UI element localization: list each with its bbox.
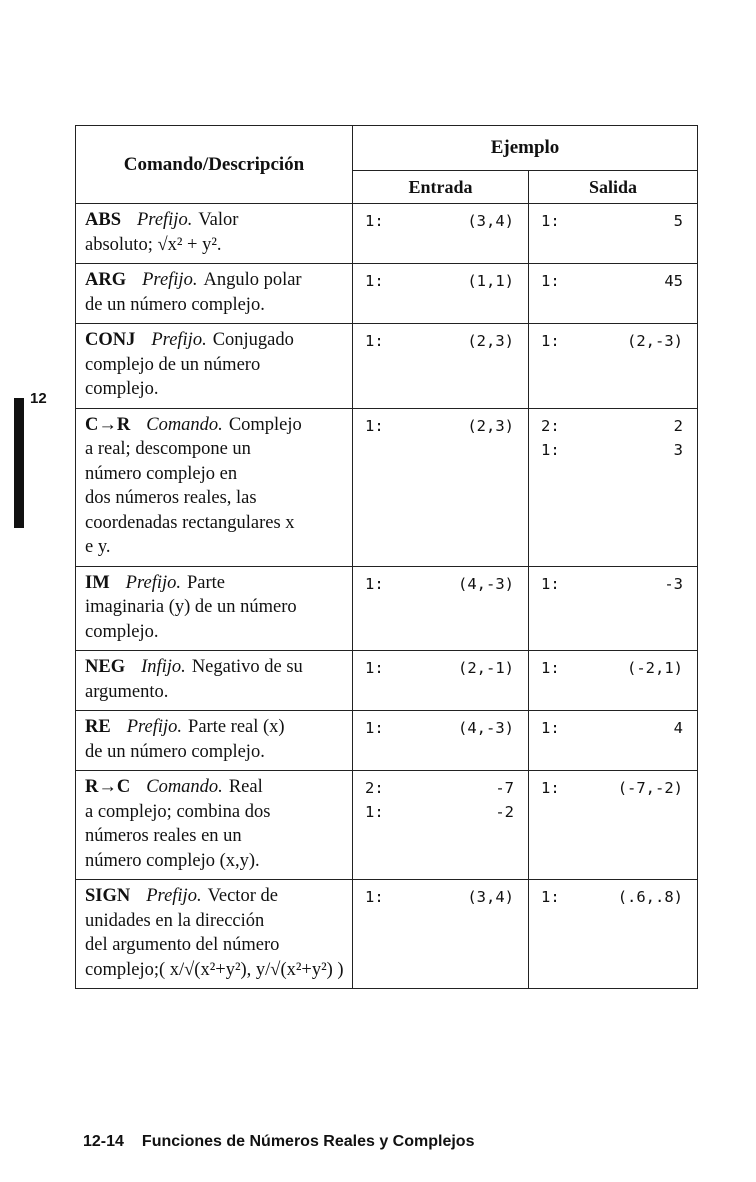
table-row <box>76 408 698 566</box>
command-name: NEG <box>85 657 126 677</box>
chapter-tab-bar <box>14 398 24 528</box>
table-row <box>76 880 698 989</box>
entrada-cell <box>353 324 529 409</box>
page-footer <box>83 1133 474 1151</box>
description-line: Parte <box>187 572 226 593</box>
stack-line <box>541 572 683 596</box>
header-ejemplo: Ejemplo <box>353 126 698 171</box>
command-name: R→C <box>85 777 131 797</box>
salida-cell <box>529 651 698 711</box>
description-line: e y. <box>85 537 111 557</box>
description-line: a real; descompone un <box>85 439 251 459</box>
entrada-cell <box>353 566 529 651</box>
stack-line <box>541 414 683 438</box>
stack-value: 2 <box>673 416 684 435</box>
stack-line <box>365 800 514 824</box>
command-name: IM <box>85 572 110 593</box>
stack-value: (-2,1) <box>627 659 684 677</box>
command-description <box>76 566 353 651</box>
command-kind: Prefijo. <box>151 330 207 350</box>
description-line: coordenadas rectangulares x <box>85 512 295 533</box>
stack-level: 1: <box>541 332 560 350</box>
stack-value: (1,1) <box>467 272 514 290</box>
description-line: complejo. <box>85 621 159 642</box>
stack-level: 1: <box>365 888 384 906</box>
entrada-cell <box>353 880 529 989</box>
stack-level: 1: <box>365 332 384 350</box>
stack-level: 1: <box>541 888 560 906</box>
entrada-cell <box>353 204 529 264</box>
stack-line <box>365 269 514 293</box>
stack-line <box>365 885 514 909</box>
stack-level: 1: <box>365 574 384 593</box>
stack-level: 1: <box>365 803 384 821</box>
command-description <box>76 771 353 880</box>
stack-line <box>365 209 514 233</box>
stack-level: 1: <box>541 272 560 290</box>
stack-line <box>541 209 683 233</box>
command-kind: Infijo. <box>141 657 186 677</box>
description-line: complejo;( x/√(x²+y²), y/√(x²+y²) ) <box>85 959 344 980</box>
stack-value: -7 <box>495 779 514 797</box>
description-line: número complejo en <box>85 463 238 484</box>
table-row <box>76 204 698 264</box>
command-name: ABS <box>85 210 121 230</box>
footer-title: Funciones de Números Reales y Complejos <box>141 1133 475 1150</box>
stack-value: (4,-3) <box>458 574 514 593</box>
command-kind: Comando. <box>146 414 223 435</box>
salida-cell <box>529 771 698 880</box>
stack-level: 2: <box>541 416 560 435</box>
chapter-number: 12 <box>30 390 47 407</box>
command-description <box>76 264 353 324</box>
table-row <box>76 566 698 651</box>
stack-line <box>541 269 683 293</box>
description-line: absoluto; √x² + y². <box>85 234 222 255</box>
stack-line <box>541 438 683 462</box>
stack-level: 1: <box>541 779 560 797</box>
description-line: Negativo de su <box>191 657 303 677</box>
command-kind: Prefijo. <box>142 270 198 290</box>
stack-value: 4 <box>673 719 684 737</box>
entrada-cell <box>353 264 529 324</box>
stack-level: 1: <box>365 659 384 677</box>
description-line: Parte real (x) <box>188 717 285 737</box>
stack-value: -3 <box>664 574 684 593</box>
stack-value: 5 <box>673 212 684 230</box>
stack-value: (2,3) <box>467 332 514 350</box>
description-line: Valor <box>198 210 239 230</box>
stack-value: (2,-3) <box>627 332 684 350</box>
stack-value: 45 <box>664 272 684 290</box>
stack-value: (3,4) <box>467 888 514 906</box>
stack-line <box>365 414 514 438</box>
stack-line <box>541 329 683 353</box>
stack-level: 2: <box>365 779 384 797</box>
command-name: ARG <box>85 270 127 290</box>
stack-value: (2,3) <box>467 416 514 435</box>
table-row <box>76 711 698 771</box>
description-line: Angulo polar <box>203 270 302 290</box>
stack-value: (-7,-2) <box>617 779 684 797</box>
entrada-cell <box>353 711 529 771</box>
command-name: CONJ <box>85 330 136 350</box>
command-description <box>76 880 353 989</box>
command-description <box>76 324 353 409</box>
header-descripcion: Comando/Descripción <box>76 126 353 204</box>
entrada-cell <box>353 771 529 880</box>
command-description <box>76 408 353 566</box>
description-line: dos números reales, las <box>85 488 257 508</box>
table-row <box>76 324 698 409</box>
description-line: complejo de un número <box>85 354 261 375</box>
table-row <box>76 651 698 711</box>
stack-line <box>365 776 514 800</box>
footer-page-number: 12-14 <box>83 1133 124 1150</box>
table-row <box>76 771 698 880</box>
salida-cell <box>529 880 698 989</box>
command-kind: Prefijo. <box>137 210 193 230</box>
command-kind: Prefijo. <box>125 572 181 593</box>
command-description <box>76 711 353 771</box>
salida-cell <box>529 204 698 264</box>
stack-level: 1: <box>541 574 560 593</box>
stack-level: 1: <box>365 272 384 290</box>
description-line: números reales en un <box>85 826 242 846</box>
stack-value: (2,-1) <box>458 659 514 677</box>
table-body <box>76 204 698 989</box>
salida-cell <box>529 324 698 409</box>
description-line: imaginaria (y) de un número <box>85 597 297 617</box>
description-line: Vector de <box>207 886 278 906</box>
stack-line <box>365 572 514 596</box>
stack-level: 1: <box>365 719 384 737</box>
stack-line <box>365 656 514 680</box>
stack-level: 1: <box>541 659 560 677</box>
stack-value: (.6,.8) <box>617 888 684 906</box>
salida-cell <box>529 566 698 651</box>
description-line: de un número complejo. <box>85 741 265 762</box>
salida-cell <box>529 264 698 324</box>
entrada-cell <box>353 408 529 566</box>
description-line: complejo. <box>85 379 159 399</box>
stack-value: (3,4) <box>467 212 514 230</box>
stack-line <box>541 656 683 680</box>
description-line: a complejo; combina dos <box>85 801 271 822</box>
salida-cell <box>529 408 698 566</box>
command-kind: Prefijo. <box>146 886 202 906</box>
stack-line <box>365 329 514 353</box>
stack-line <box>541 776 683 800</box>
description-line: unidades en la dirección <box>85 910 265 931</box>
description-line: Real <box>228 777 263 797</box>
stack-level: 1: <box>541 440 560 459</box>
stack-value: -2 <box>495 803 514 821</box>
description-line: del argumento del número <box>85 935 280 955</box>
header-entrada: Entrada <box>353 171 529 204</box>
stack-level: 1: <box>365 212 384 230</box>
command-name: SIGN <box>85 886 131 906</box>
header-salida: Salida <box>529 171 698 204</box>
description-line: Conjugado <box>212 330 294 350</box>
stack-line <box>365 716 514 740</box>
description-line: número complejo (x,y). <box>85 850 260 871</box>
command-kind: Prefijo. <box>126 717 183 737</box>
stack-level: 1: <box>541 212 560 230</box>
entrada-cell <box>353 651 529 711</box>
description-line: Complejo <box>228 414 302 435</box>
command-name: RE <box>85 717 111 737</box>
table-row <box>76 264 698 324</box>
stack-level: 1: <box>541 719 560 737</box>
stack-line <box>541 885 683 909</box>
command-table <box>75 125 698 989</box>
command-name: C→R <box>85 414 131 435</box>
command-description <box>76 204 353 264</box>
description-line: argumento. <box>85 681 169 702</box>
stack-value: 3 <box>673 440 684 459</box>
salida-cell <box>529 711 698 771</box>
stack-value: (4,-3) <box>458 719 514 737</box>
command-kind: Comando. <box>146 777 223 797</box>
description-line: de un número complejo. <box>85 294 265 315</box>
stack-line <box>541 716 683 740</box>
command-description <box>76 651 353 711</box>
stack-level: 1: <box>365 416 384 435</box>
